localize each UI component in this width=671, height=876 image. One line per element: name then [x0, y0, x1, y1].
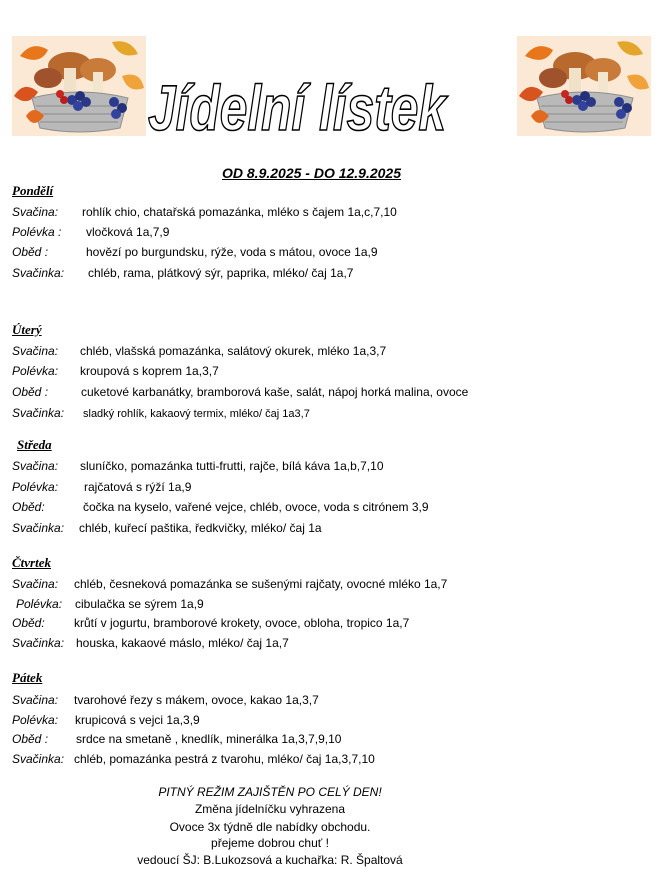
row-label: Oběd: [12, 500, 45, 514]
footer-drinking-note: PITNÝ REŽIM ZAJIŠTĚN PO CELÝ DEN! [158, 785, 382, 799]
page-title [146, 70, 450, 144]
menu-row [12, 616, 409, 630]
day-heading-tuesday: Úterý [12, 322, 42, 337]
row-text: chléb, pomazánka pestrá z tvarohu, mléko/ čaj 1a,3,7,10 [74, 752, 375, 766]
menu-row [16, 597, 204, 611]
row-label: Polévka : [12, 225, 62, 239]
row-label: Svačinka: [12, 521, 65, 535]
menu-row [12, 344, 386, 358]
row-label: Oběd : [12, 732, 49, 746]
row-text: chléb, česneková pomazánka se sušenými rajčaty, ovocné mléko 1a,7 [74, 577, 448, 591]
row-label: Polévka: [12, 713, 59, 727]
row-label: Polévka: [12, 480, 59, 494]
day-heading-friday: Pátek [12, 670, 43, 685]
row-text: tvarohové řezy s mákem, ovoce, kakao 1a,3,7 [74, 693, 319, 707]
row-text: chléb, vlašská pomazánka, salátový okurek, mléko 1a,3,7 [80, 344, 387, 358]
row-label: Svačina: [12, 344, 59, 358]
row-label: Svačina: [12, 693, 59, 707]
row-label: Oběd : [12, 245, 49, 259]
autumn-mushroom-basket-icon [517, 36, 651, 136]
day-heading-monday: Pondělí [12, 183, 54, 198]
menu-row [12, 577, 447, 591]
date-range: OD 8.9.2025 - DO 12.9.2025 [222, 165, 401, 181]
menu-row [12, 480, 191, 494]
menu-row [12, 636, 289, 650]
row-text: rohlík chio, chatařská pomazánka, mléko s čajem 1a,c,7,10 [82, 205, 397, 219]
row-text: hovězí po burgundsku, rýže, voda s mátou, ovoce 1a,9 [86, 245, 378, 259]
row-label: Oběd : [12, 385, 49, 399]
day-heading-thursday: Čtvrtek [12, 555, 51, 570]
row-text: cuketové karbanátky, bramborová kaše, salát, nápoj horká malina, ovoce [81, 385, 469, 399]
menu-row [12, 364, 219, 378]
footer-staff: vedoucí ŠJ: B.Lukozsová a kuchařka: R. Špaltová [137, 853, 403, 867]
row-label: Svačinka: [12, 406, 65, 420]
row-label: Svačina: [12, 577, 59, 591]
row-text: srdce na smetaně , knedlík, minerálka 1a,3,7,9,10 [76, 732, 342, 746]
row-text: sladký rohlík, kakaový termix, mléko/ čaj 1a3,7 [83, 408, 310, 420]
day-heading-wednesday: Středa [17, 437, 52, 452]
menu-row [12, 693, 319, 707]
row-label: Polévka: [12, 364, 59, 378]
footer-fruit-note: Ovoce 3x týdně dle nabídky obchodu. [169, 820, 371, 834]
row-text: chléb, rama, plátkový sýr, paprika, mléko/ čaj 1a,7 [88, 266, 354, 280]
row-label: Svačinka: [12, 636, 65, 650]
menu-row [12, 713, 200, 727]
menu-row [12, 752, 375, 766]
menu-row [12, 500, 429, 514]
menu-row [12, 732, 341, 746]
row-text: vločková 1a,7,9 [86, 225, 170, 239]
row-text: sluníčko, pomazánka tutti-frutti, rajče, bílá káva 1a,b,7,10 [80, 459, 384, 473]
row-text: houska, kakaové máslo, mléko/ čaj 1a,7 [76, 636, 289, 650]
footer-wish: přejeme dobrou chuť ! [211, 836, 329, 850]
row-text: čočka na kyselo, vařené vejce, chléb, ovoce, voda s citrónem 3,9 [83, 500, 429, 514]
row-label: Svačina: [12, 205, 59, 219]
row-label: Svačina: [12, 459, 59, 473]
footer-change-note: Změna jídelníčku vyhrazena [194, 802, 346, 816]
row-text: rajčatová s rýží 1a,9 [84, 480, 192, 494]
row-label: Svačinka: [12, 752, 65, 766]
row-text: cibulačka se sýrem 1a,9 [75, 597, 204, 611]
row-text: krupicová s vejci 1a,3,9 [75, 713, 200, 727]
menu-row [12, 266, 353, 280]
menu-row [12, 385, 468, 399]
menu-row [12, 205, 397, 219]
row-text: krůtí v jogurtu, bramborové krokety, ovoce, obloha, tropico 1a,7 [74, 616, 410, 630]
menu-row [12, 225, 169, 239]
menu-row [12, 521, 322, 535]
svg-text:Jídelní lístek: Jídelní lístek [148, 72, 449, 144]
row-label: Svačinka: [12, 266, 65, 280]
row-label: Oběd: [12, 616, 45, 630]
menu-row [12, 459, 384, 473]
menu-row [12, 245, 378, 259]
autumn-mushroom-basket-icon [12, 36, 146, 136]
row-text: kroupová s koprem 1a,3,7 [80, 364, 219, 378]
row-label: Polévka: [16, 597, 63, 611]
row-text: chléb, kuřecí paštika, ředkvičky, mléko/ čaj 1a [79, 521, 322, 535]
menu-row [12, 406, 310, 420]
